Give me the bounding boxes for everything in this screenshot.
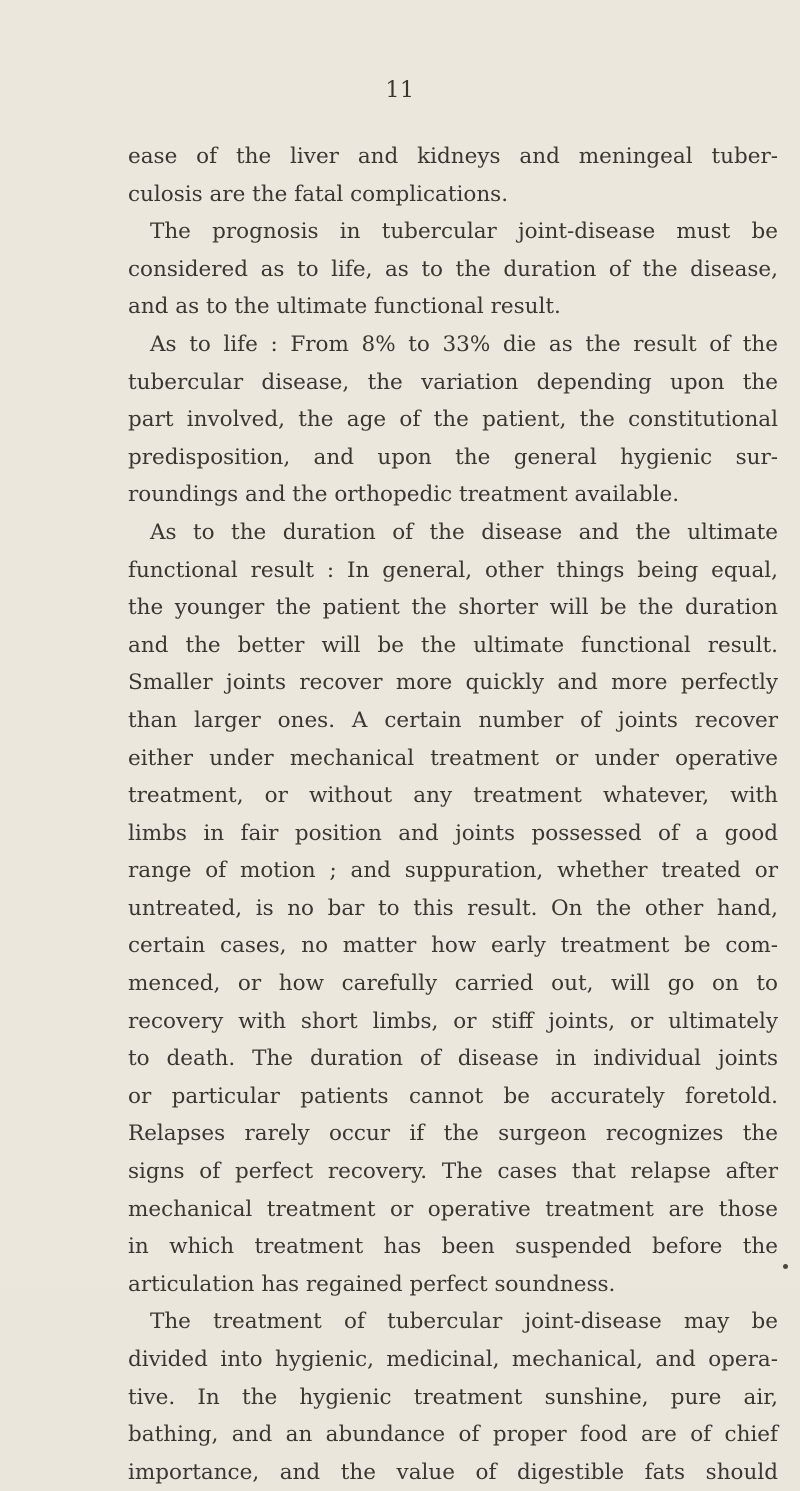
text-line: predisposition, and upon the general hygienic sur- bbox=[128, 444, 778, 470]
text-line: As to the duration of the disease and the ultimate bbox=[150, 519, 778, 545]
text-line: tubercular disease, the variation depending upon the bbox=[128, 369, 778, 395]
text-line: tive. In the hygienic treatment sunshine, pure air, bbox=[128, 1384, 778, 1410]
text-line: certain cases, no matter how early treatment be com- bbox=[128, 933, 778, 959]
text-line: part involved, the age of the patient, the constitutional bbox=[128, 407, 778, 433]
text-line: range of motion ; and suppuration, whether treated or bbox=[128, 858, 778, 884]
text-line: than larger ones. A certain number of joints recover bbox=[128, 707, 778, 733]
text-line: menced, or how carefully carried out, will go on to bbox=[128, 971, 778, 997]
text-line: The prognosis in tubercular joint-disease must be bbox=[150, 219, 778, 245]
text-line: limbs in fair position and joints possessed of a good bbox=[128, 820, 778, 846]
text-line: ease of the liver and kidneys and meningeal tuber- bbox=[128, 144, 778, 169]
text-line: articulation has regained perfect soundness. bbox=[128, 1271, 616, 1297]
page-number: 11 bbox=[385, 78, 415, 103]
text-line: the younger the patient the shorter will be the duration bbox=[128, 595, 778, 621]
text-line: mechanical treatment or operative treatment are those bbox=[128, 1196, 778, 1222]
text-line: untreated, is no bar to this result. On the other hand, bbox=[128, 895, 778, 921]
text-line: in which treatment has been suspended before the bbox=[128, 1234, 778, 1260]
text-line: and the better will be the ultimate functional result. bbox=[128, 632, 778, 658]
text-line: treatment, or without any treatment whatever, with bbox=[128, 783, 778, 809]
text-line: Smaller joints recover more quickly and more perfectly bbox=[128, 670, 778, 696]
text-line: bathing, and an abundance of proper food are of chief bbox=[128, 1422, 778, 1448]
text-line: divided into hygienic, medicinal, mechanical, and opera- bbox=[128, 1347, 778, 1372]
text-line: As to life : From 8% to 33% die as the result of the bbox=[150, 331, 778, 357]
text-line: either under mechanical treatment or under operative bbox=[128, 745, 778, 771]
text-line: to death. The duration of disease in individual joints bbox=[128, 1046, 778, 1072]
text-line: signs of perfect recovery. The cases that relapse after bbox=[128, 1159, 778, 1185]
text-line: Relapses rarely occur if the surgeon recognizes the bbox=[128, 1121, 778, 1147]
body-text bbox=[128, 138, 778, 1491]
text-line: and as to the ultimate functional result. bbox=[128, 294, 561, 320]
text-line: considered as to life, as to the duration of the disease, bbox=[128, 256, 778, 282]
text-line: The treatment of tubercular joint-disease may be bbox=[150, 1309, 778, 1335]
text-line: roundings and the orthopedic treatment available. bbox=[128, 482, 680, 508]
text-line: recovery with short limbs, or stiff joints, or ultimately bbox=[128, 1008, 778, 1034]
corner-dot-mark bbox=[783, 1264, 788, 1269]
text-line: culosis are the fatal complications. bbox=[128, 181, 509, 207]
text-line: importance, and the value of digestible fats should bbox=[128, 1459, 778, 1485]
text-line: or particular patients cannot be accurately foretold. bbox=[128, 1083, 778, 1109]
text-line: functional result : In general, other things being equal, bbox=[128, 557, 778, 583]
